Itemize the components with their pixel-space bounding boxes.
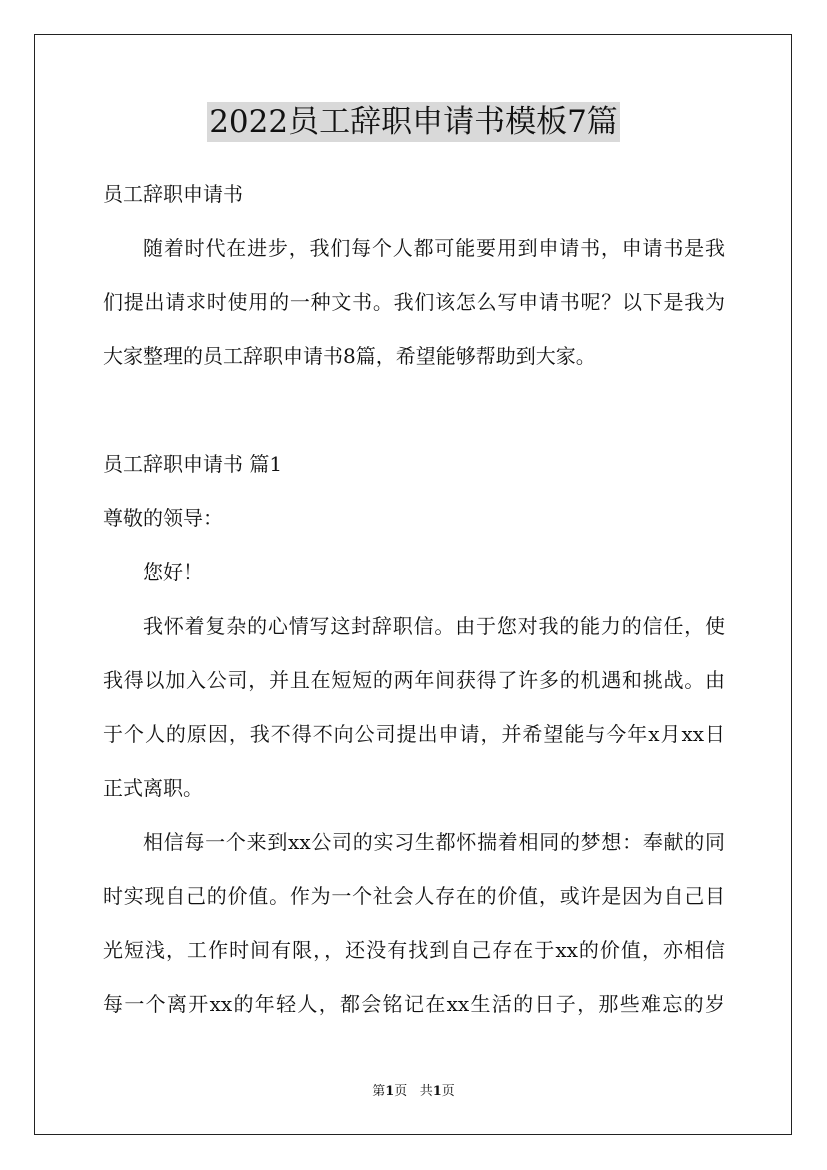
para2-line-2: 时实现自己的价值。作为一个社会人存在的价值，或许是因为自己目 bbox=[103, 884, 725, 908]
intro-line-2: 们提出请求时使用的一种文书。我们该怎么写申请书呢？以下是我为 bbox=[103, 290, 725, 314]
page-footer bbox=[0, 1083, 827, 1101]
total-pages: 1 bbox=[432, 1084, 442, 1099]
para1-line-2: 我得以加入公司，并且在短短的两年间获得了许多的机遇和挑战。由 bbox=[103, 668, 725, 692]
page-prefix: 第 bbox=[372, 1084, 386, 1099]
page-suffix: 页 bbox=[394, 1084, 408, 1099]
para2-line-3: 光短浅，工作时间有限，，还没有找到自己存在于xx的价值，亦相信 bbox=[103, 938, 725, 962]
section-title: 员工辞职申请书 篇1 bbox=[103, 452, 283, 476]
para2-line-4: 每一个离开xx的年轻人，都会铭记在xx生活的日子，那些难忘的岁 bbox=[103, 992, 725, 1016]
page-number: 1 bbox=[385, 1084, 395, 1099]
total-suffix: 页 bbox=[441, 1084, 455, 1099]
intro-line-3: 大家整理的员工辞职申请书8篇，希望能够帮助到大家。 bbox=[103, 344, 596, 368]
para1-line-1: 我怀着复杂的心情写这封辞职信。由于您对我的能力的信任，使 bbox=[143, 614, 725, 638]
heading: 员工辞职申请书 bbox=[103, 182, 243, 206]
greeting: 您好！ bbox=[143, 560, 203, 584]
intro-line-1: 随着时代在进步，我们每个人都可能要用到申请书，申请书是我 bbox=[143, 236, 725, 260]
total-prefix: 共 bbox=[419, 1084, 433, 1099]
title-container bbox=[0, 102, 827, 142]
salutation: 尊敬的领导： bbox=[103, 506, 223, 530]
document-title: 2022员工辞职申请书模板7篇 bbox=[209, 104, 618, 140]
para1-line-3: 于个人的原因，我不得不向公司提出申请，并希望能与今年x月xx日 bbox=[103, 722, 725, 746]
para1-line-4: 正式离职。 bbox=[103, 776, 203, 800]
para2-line-1: 相信每一个来到xx公司的实习生都怀揣着相同的梦想：奉献的同 bbox=[143, 830, 725, 854]
